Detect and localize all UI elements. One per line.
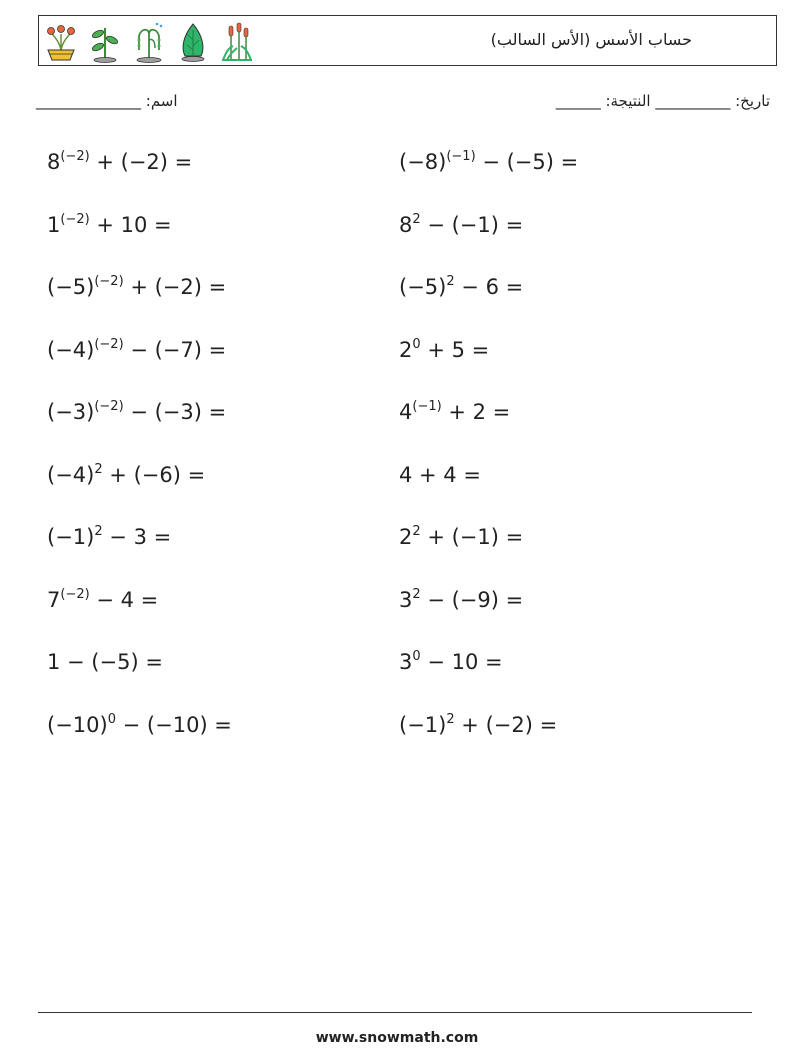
problem-exponent: 2 — [412, 211, 421, 227]
problem-base: (−5) — [47, 275, 95, 299]
problem-expression — [47, 652, 163, 673]
problem-exponent: (−2) — [60, 149, 90, 164]
problem-expression — [47, 524, 172, 549]
problem-remainder: − (−9) = — [420, 587, 524, 612]
problem-base: 7 — [47, 587, 61, 612]
problem-expression — [47, 149, 193, 174]
problem-expression — [47, 274, 227, 299]
problem-remainder: − (−7) = — [123, 337, 227, 362]
drooping-plant-icon — [131, 20, 167, 64]
problem-base: 8 — [399, 212, 413, 237]
problem-remainder: + (−2) = — [123, 275, 227, 299]
problem-exponent: 0 — [412, 649, 421, 664]
problem-remainder: − (−3) = — [123, 400, 227, 424]
problem-base: 8 — [47, 150, 61, 174]
problem-base: (−4) — [47, 337, 95, 362]
problem-exponent: 0 — [107, 711, 116, 727]
name-field-label: ______________ :اسم — [36, 92, 178, 110]
footer-url: www.snowmath.com — [315, 1030, 479, 1046]
problem-exponent: 0 — [412, 336, 421, 352]
problem-exponent: (−1) — [412, 399, 442, 414]
worksheet-header — [38, 15, 777, 66]
worksheet-title: (حساب الأسس (الأس السالب — [490, 30, 692, 49]
problem-expression — [399, 399, 511, 424]
problem-base: (−1) — [47, 525, 95, 549]
problem-expression — [47, 399, 227, 424]
problem-remainder: − (−5) = — [475, 150, 579, 174]
problem-expression — [47, 461, 206, 487]
problem-base: (−8) — [399, 150, 447, 174]
problem-exponent: (−2) — [94, 274, 124, 289]
problem-base: 2 — [399, 337, 413, 362]
problem-exponent: 2 — [446, 274, 455, 289]
problem-exponent: 2 — [94, 461, 103, 477]
problem-expression — [399, 462, 481, 487]
problem-remainder: + (−2) = — [454, 712, 558, 737]
problem-expression — [47, 586, 159, 612]
problem-exponent: (−2) — [94, 399, 124, 414]
problem-exponent: 2 — [94, 524, 103, 539]
problem-base: 2 — [399, 525, 413, 549]
problem-base: 4 + 4 = — [399, 462, 481, 487]
problem-exponent: 2 — [446, 711, 455, 727]
problem-exponent: 2 — [412, 524, 421, 539]
problem-expression — [399, 586, 524, 612]
problem-expression — [399, 711, 558, 737]
problem-expression — [399, 649, 503, 674]
problem-base: 1 − (−5) = — [47, 650, 163, 674]
problem-base: (−4) — [47, 462, 95, 487]
problem-base: (−3) — [47, 400, 95, 424]
problem-exponent: 2 — [412, 586, 421, 602]
problem-base: (−5) — [399, 275, 447, 299]
problem-remainder: − 4 = — [89, 587, 159, 612]
problem-remainder: + (−6) = — [102, 462, 206, 487]
problem-remainder: − (−10) = — [115, 712, 232, 737]
problem-expression — [399, 524, 524, 549]
sprout-icon — [87, 20, 123, 64]
problem-base: 3 — [399, 650, 413, 674]
problem-exponent: (−1) — [446, 149, 476, 164]
header-icons — [43, 20, 255, 64]
problem-remainder: − 6 = — [454, 275, 524, 299]
problem-exponent: (−2) — [94, 336, 124, 352]
cattail-grass-icon — [219, 20, 255, 64]
problem-remainder: + (−2) = — [89, 150, 193, 174]
problem-base: 4 — [399, 400, 413, 424]
problem-remainder: − (−1) = — [420, 212, 524, 237]
problem-base: 1 — [47, 212, 61, 237]
problem-remainder: + 5 = — [420, 337, 490, 362]
problem-expression — [399, 149, 579, 174]
problem-base: 3 — [399, 587, 413, 612]
leaf-bush-icon — [175, 20, 211, 64]
problem-expression — [47, 711, 232, 737]
problem-remainder: + 10 = — [89, 212, 172, 237]
problem-exponent: (−2) — [60, 211, 90, 227]
problem-remainder: − 10 = — [420, 650, 503, 674]
problem-expression — [399, 274, 524, 299]
problem-remainder: − 3 = — [102, 525, 172, 549]
problem-expression — [399, 336, 490, 362]
problem-base: (−1) — [399, 712, 447, 737]
problem-exponent: (−2) — [60, 586, 90, 602]
problem-expression — [399, 211, 524, 237]
problem-base: (−10) — [47, 712, 108, 737]
problem-expression — [47, 336, 227, 362]
flower-pot-icon — [43, 20, 79, 64]
problem-expression — [47, 211, 172, 237]
problem-remainder: + (−1) = — [420, 525, 524, 549]
footer-divider — [38, 1012, 752, 1013]
problem-remainder: + 2 = — [441, 400, 511, 424]
date-score-field-label: ______ :تاريخ: __________ النتيجة — [555, 92, 770, 110]
